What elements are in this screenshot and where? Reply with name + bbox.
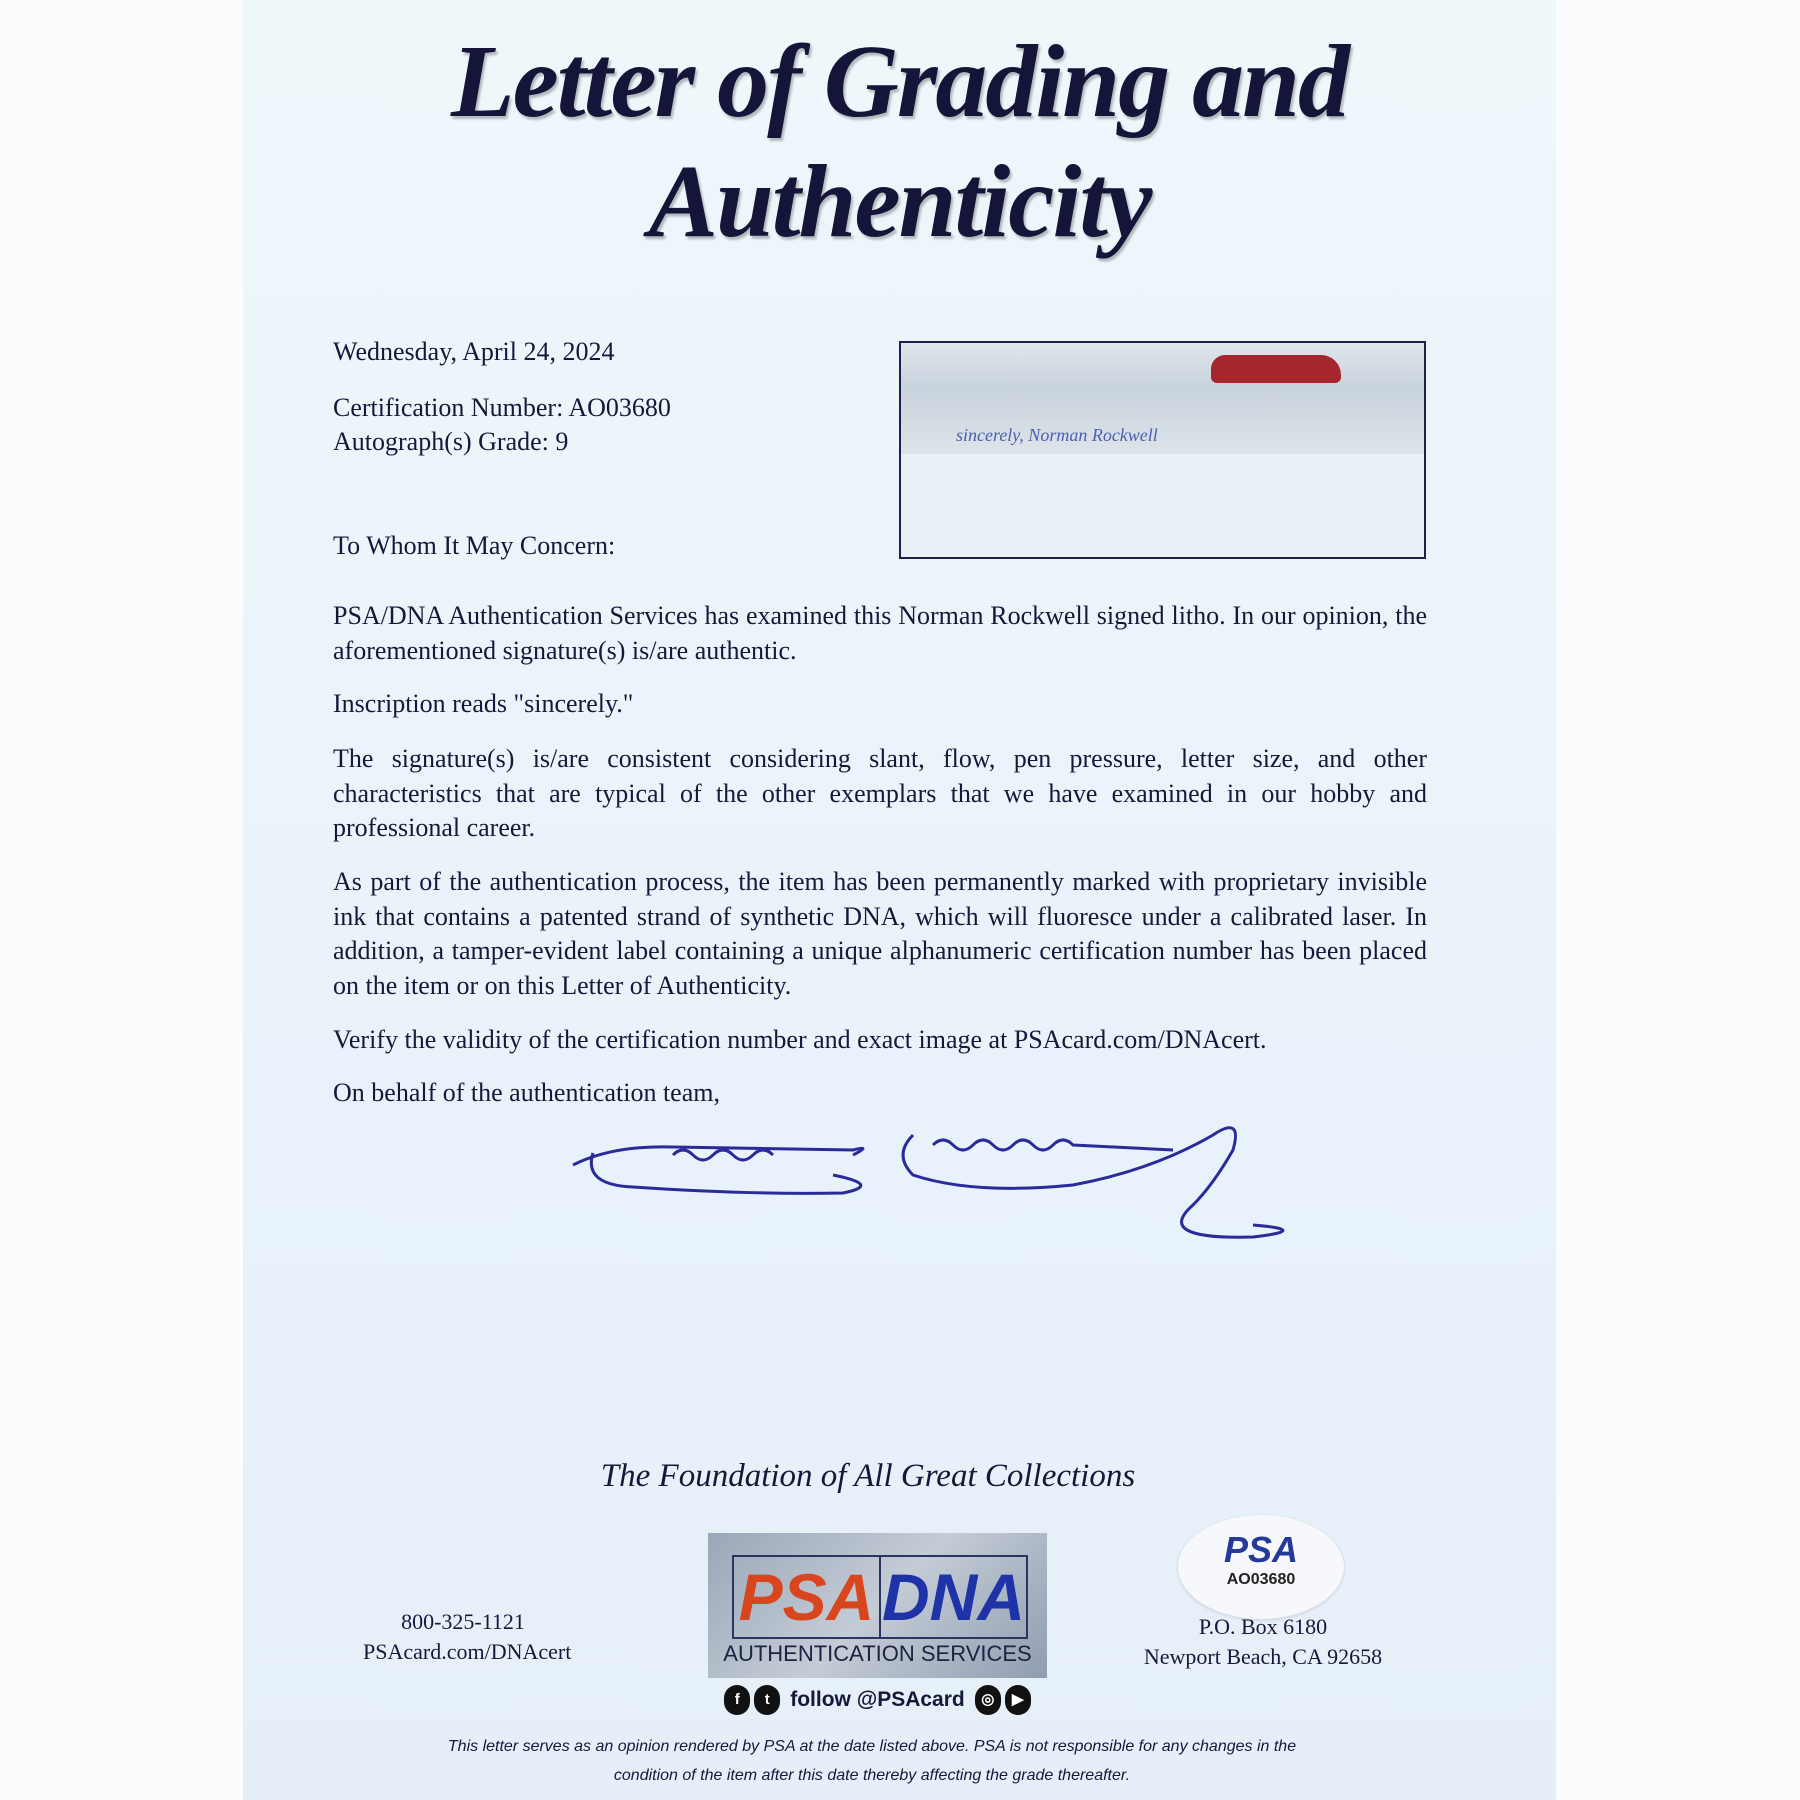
disclaimer-line-1: This letter serves as an opinion rendered by PSA at the date listed above. PSA is not responsible for any changes in the <box>447 1738 1297 1755</box>
tagline: The Foundation of All Great Collections <box>600 1458 1136 1494</box>
litho-image <box>901 343 1424 454</box>
paragraph-process: As part of the authentication process, the item has been permanently marked with proprietary invisible ink that contains a patented strand of synthetic DNA, which will fluoresce under a calibrated laser. In addition, a tamper-evident label containing a unique alphanumeric certification number has been placed on the item or on this Letter of Authenticity. <box>333 867 1427 1000</box>
authentication-services-label: AUTHENTICATION SERVICES <box>723 1641 1032 1666</box>
contact-right <box>1143 1612 1383 1672</box>
red-car-illustration <box>1211 355 1341 383</box>
disclaimer-line-2: condition of the item after this date thereby affecting the grade thereafter. <box>613 1767 1131 1784</box>
sticker-cert-number: AO03680 <box>1226 1571 1296 1588</box>
letter-page <box>243 0 1556 1800</box>
authenticator-signature <box>553 1115 1323 1245</box>
paragraph-verify: Verify the validity of the certification number and exact image at PSAcard.com/DNAcert. <box>333 1025 1267 1054</box>
rockwell-inscription: sincerely, Norman Rockwell <box>956 425 1158 445</box>
paragraph-inscription: Inscription reads "sincerely." <box>333 689 634 718</box>
website-url: PSAcard.com/DNAcert <box>363 1639 572 1664</box>
dna-logo-text: DNA <box>882 1560 1025 1634</box>
city-address: Newport Beach, CA 92658 <box>1143 1644 1383 1669</box>
facebook-icon: f <box>724 1685 750 1715</box>
paragraph-consistency: The signature(s) is/are consistent considering slant, flow, pen pressure, letter size, and other characteristics that are typical of the other exemplars that we have examined in our hobby and professional career. <box>333 744 1427 842</box>
paragraph-1: PSA/DNA Authentication Services has examined this Norman Rockwell signed litho. In our opinion, the aforementioned signature(s) is/are authentic. <box>333 601 1427 665</box>
follow-text: follow @PSAcard <box>790 1688 965 1711</box>
po-box: P.O. Box 6180 <box>1198 1614 1328 1639</box>
disclaimer <box>243 1732 1501 1790</box>
instagram-icon: ◎ <box>975 1685 1001 1715</box>
youtube-icon: ▶ <box>1005 1685 1031 1715</box>
certification-number: Certification Number: AO03680 <box>333 393 671 422</box>
twitter-icon: t <box>754 1685 780 1715</box>
phone-number: 800-325-1121 <box>401 1609 525 1634</box>
letter-date: Wednesday, April 24, 2024 <box>333 337 615 366</box>
salutation: To Whom It May Concern: <box>333 531 616 560</box>
social-follow <box>708 1685 1047 1715</box>
paragraph-closing: On behalf of the authentication team, <box>333 1078 720 1107</box>
item-photo <box>899 341 1426 559</box>
psa-certification-sticker <box>1178 1515 1344 1619</box>
autograph-grade: Autograph(s) Grade: 9 <box>333 427 569 456</box>
psa-logo-text: PSA <box>734 1557 881 1637</box>
contact-left <box>363 1607 572 1667</box>
psa-dna-hologram <box>708 1533 1047 1678</box>
title-line-1: Letter of Grading and <box>451 24 1348 139</box>
title-line-2: Authenticity <box>648 144 1151 259</box>
psa-sticker-logo: PSA <box>1223 1529 1299 1570</box>
